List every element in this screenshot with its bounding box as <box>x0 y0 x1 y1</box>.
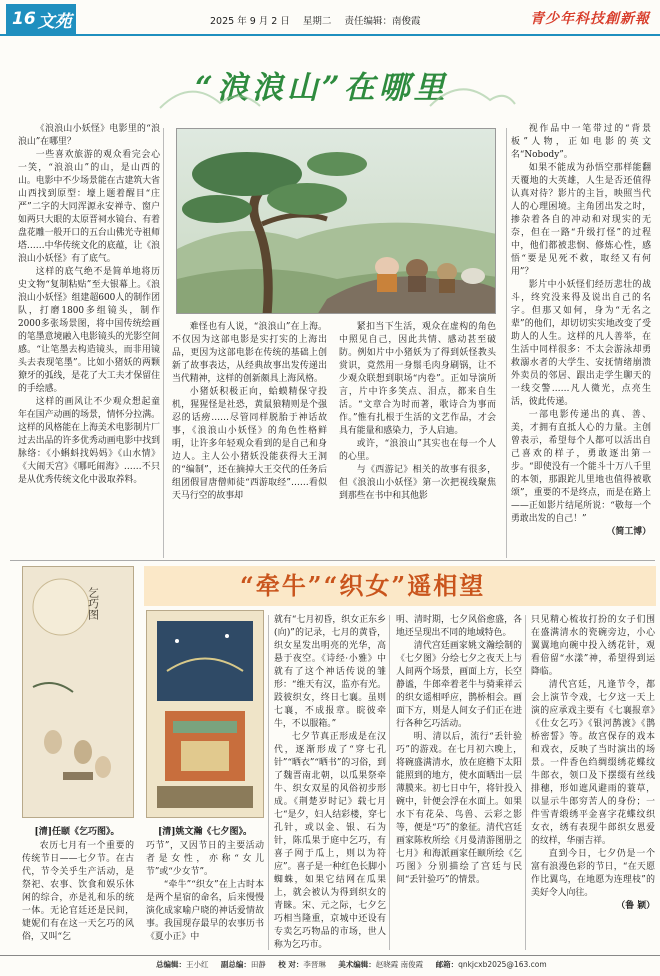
footer-rule <box>0 955 660 956</box>
paragraph: 与《西游记》相关的故事有很多，但《浪浪山小妖怪》第一次把视线聚焦到那些在书中和其他影 <box>339 465 496 501</box>
paragraph: 如果不能成为孙悟空那样能翻天覆地的大英雄，人生是否还值得认真对待？影片的主旨，映照当代人的心理困境。主角团出发之时，掺杂着各自的冲动和对现实的无奈，但在一路“升级打怪”的过程中，他们都被悲悯、修炼心性，感悟“要是见死不救，取经又有何用”？ <box>511 163 651 277</box>
paragraph: 只见精心梳妆打扮的女子们围在盛满清水的瓷碗旁边，小心翼翼地向碗中投入绣花针，观看倍留“水漾”神，希望得到运降临。 <box>531 615 655 677</box>
paragraph: 明、清以后，流行“丢针验巧”的游戏。在七月初六晚上，将碗盛满清水，放在庭檐下太阳能照到的地方，使水面晒出一层薄膜来。初七日中午，将针投入碗中，针便会浮在水面上。如果水下有花朵、鸟兽、云彩之影等，便是“巧”的象征。清代宫廷画家陈枚所绘《月曼清游图册之七月》和海派画家任颐所绘《乞巧图》分别描绘了宫廷与民间“丢针验巧”的情景。 <box>396 732 522 885</box>
painting-qixi <box>146 610 264 818</box>
section-divider <box>10 560 655 561</box>
issue-date: 2025 年 9 月 2 日 <box>210 16 290 27</box>
paragraph: 就有“七月初昏，织女正东乡(向)”的记录，七月的黄昏，织女星发出明亮的光华，高悬于夜空。《诗经·小雅》中就有了这个神话传说的雏形：“维天有汉，监亦有光。跂彼织女，终日七襄。虽则七襄，不成报章。睆彼牵牛，不以服箱。” <box>274 615 386 729</box>
painting-inscription: 乞巧图 <box>86 587 100 620</box>
caption-qixi: [清]姚文瀚《七夕图》。 <box>157 827 253 837</box>
paragraph: 清代宫廷画家姚文瀚绘制的《七夕图》分绘七夕之夜天上与人间两个场景，画面上方，长空静谧，牛郎牵着老牛与骑乘祥云的织女遥相呼应，鹊桥相会。画面下方，则是人间女子们正在进行各种乞巧活动。 <box>396 641 522 729</box>
paragraph: 《浪浪山小妖怪》电影里的“浪浪山”在哪里？ <box>18 124 160 147</box>
editor-label: 责任编辑： <box>344 16 392 27</box>
paragraph: 影片中小妖怪们经历悲壮的战斗，终究没来得及说出自己的名字。但那又如何，身为“无名之辈”的他们，却切切实实地改变了受助人的人生。这样的凡人善举，在生活中同样很多：不太会游泳却勇救溺水者的大学生、安抚情绪崩溃外卖员的邻居、跟出走学生聊天的一线交警……凡人微光，点亮生活，彼此传递。 <box>511 280 651 407</box>
page-number: 16 <box>12 9 36 29</box>
paragraph: “牵牛”“织女”在上古时本是两个星宿的命名，后来慢慢演化成家喻户晓的神话爱情故事。我国现存最早的农事历书《夏小正》中 <box>146 880 264 942</box>
article2-column-2 <box>146 840 264 950</box>
article1-column-1 <box>18 123 160 553</box>
paragraph: 一些喜欢旅游的观众看完会心一笑，“浪浪山”的山，是山西的山。电影中不少场景能在古建筑大省山西找到原型：壕上题着醒目“庄严”二字的大同浑源永安禅寺、窗户如两只大眼的太原晋祠水镜台、有着盘花雕一般开口的五台山佛光寺祖师塔……中华传统文化的底蕴，让《浪浪山小妖怪》有了底气。 <box>18 150 160 264</box>
footer-value: 王小红 <box>186 960 209 969</box>
footer-label: 邮箱： <box>435 960 459 969</box>
paragraph: 农历七月有一个重要的传统节日——七夕节。在古代，节令关乎生产活动，是祭祀、农事、饮食和娱乐休闲的综合，亦是礼和乐的统一体。无论官廷还是民间，婕妮们有在这一天乞巧的风俗，又叫“乞 <box>22 841 134 942</box>
article2-column-5 <box>531 614 655 950</box>
footer-label: 美术编辑： <box>338 960 376 969</box>
title-decoration <box>150 48 520 118</box>
article2-column-4 <box>396 614 522 950</box>
paragraph: 难怪也有人说，“浪浪山”在上海。不仅因为这部电影是实打实的上海出品，更因为这部电影在传统的基础上创新了故事表达，从经典故事出发传递出当代精神，这样的创新颇具上海风格。 <box>172 322 327 384</box>
paragraph: 七夕节真正形成是在汉代，逐渐形成了“穿七孔针”“晒衣”“晒书”的习俗，到了魏晋南北朝，以瓜果祭牵牛、织女双星的风俗初步形成。《荆楚岁时记》载七月七“是夕，妇人结彩楼，穿七孔针，或以金、银、石为针，陈瓜果于庭中乞巧，有喜子网于瓜上，则以为符应”。喜子是一种红色长脚小蜘蛛，如果它结网在瓜果上，就会被认为得到织女的青睐。宋、元之际，七夕乞巧相当隆重，京城中还设有专卖乞巧物品的市场，世人称为乞巧市。 <box>274 732 386 950</box>
paragraph: 视作品中一笔带过的“背景板”人物，正如电影的英文名“Nobody”。 <box>511 124 651 160</box>
footer-label: 校 对： <box>278 960 304 969</box>
paragraph: 小猪妖积极正向，蛤蟆精保守投机，猩猩怪是社恐，黄鼠狼精则是个强忍的话痨……尽管同样脱胎于神话故事，《浪浪山小妖怪》的角色性格鲜明，让许多年轻观众看到的是自己和身边人。主人公小猪妖没能获得大王洞的“编制”，还在摘掉大王交代的任务后组团假冒唐僧师徒“西游取经”……看似天马行空的故事却 <box>172 387 327 501</box>
caption-qiqiao: [清]任颐《乞巧图》。 <box>34 827 120 837</box>
article2-column-3 <box>274 614 386 950</box>
article1-column-4 <box>511 123 651 555</box>
section-name: 文苑 <box>37 11 72 32</box>
issue-weekday: 星期二 <box>302 16 332 27</box>
paragraph: 清代宫廷，凡逢节令，都会上演节令戏，七夕这一天上演的应承戏主要有《七襄报章》《仕女乞巧》《银河鹊渡》《鹊桥密誓》等。故宫保存的戏本和戏衣，反映了当时演出的场景。一件香色绉绸缀绣花蝶纹牛郎衣，领口及下摆缀有丝线排穗，形如遮风避雨的蓑草，以显示牛郎穷苦人的身份；一件雪青缎绣平金喜字花蝶纹织女衣，绣有表现牛郎织女恩爱的纹样，华丽吉祥。 <box>531 680 655 846</box>
paragraph: 明、清时期，七夕风俗愈盛，各地还呈现出不同的地域特色。 <box>396 615 522 638</box>
painting-qiqiao <box>22 566 134 818</box>
article2-column-1 <box>22 840 134 950</box>
paragraph: 或许，“浪浪山”其实也在每一个人的心里。 <box>339 439 496 462</box>
page-number-badge <box>6 4 76 34</box>
article2-title: “牵牛”“织女”遥相望 <box>240 571 486 600</box>
editor-name: 南俊霞 <box>391 16 421 27</box>
article2-author: （鲁 颖） <box>616 901 655 911</box>
footer-value: 田静 <box>250 960 266 969</box>
article1-title: “浪浪山”在哪里 <box>195 70 449 106</box>
paragraph: 一部电影传递出的真、善、美，才拥有直抵人心的力量。主创曾表示，希望每个人都可以活出自己喜欢的样子，勇敢逐出第一步。“即使没有一个能斗十万八千里的本领，那跟跎儿里地也值得被歌颂”，重要的不是终点，而是在路上——正如影片结尾所说：“敬每一个勇敢出发的自己！” <box>511 410 651 524</box>
paragraph: 巧节”，又因节日的主要活动者是女性，亦称“女儿节”或“少女节”。 <box>146 841 264 877</box>
footer-value: 李晋琳 <box>303 960 326 969</box>
newspaper-brand: 青少年科技創新報 <box>530 11 650 27</box>
paragraph: 紧扣当下生活，观众在虚构的角色中照见自己，因此共情、感动甚至破防。例如片中小猪妖为了得到妖怪教头赏识，竟然用一身鬃毛肉身刷锅，让不少观众联想到职场“内卷”。正如导演所言，片中许多笑点、泪点，都来自生活。“文章合为时而著，歌诗合为事而作。”惟有扎根于生活的文艺作品，才会具有能量和感染力，予人启迪。 <box>339 322 496 436</box>
page-footer <box>150 959 551 970</box>
page-header <box>0 0 660 36</box>
paragraph: 这样的底气绝不是简单地将历史文物“复制粘贴”至大银幕上。《浪浪山小妖怪》组建超600人的制作团队，打磨1800多组镜头，制作2000多张场景图，将中国传统绘画的笔墨意境融入电影镜头的光影空间感。“让笔墨去构造镜头，而非用镜头去表现笔墨”。比如小猪妖的两颗獠牙的弧线，是花了大工夫才保留住的手绘感。 <box>18 267 160 394</box>
article1-column-3 <box>339 321 496 556</box>
paragraph: 直到今日，七夕仍是一个富有浪漫色彩的节日，“在天愿作比翼鸟，在地愿为连理枝”的美好令人向往。 <box>531 849 655 898</box>
footer-value: 赵晓霞 南俊霞 <box>375 960 424 969</box>
header-rule <box>0 34 660 36</box>
issue-info <box>210 13 430 27</box>
movie-still-image <box>176 128 496 314</box>
footer-label: 副总编： <box>220 960 251 969</box>
article1-column-2 <box>172 321 327 556</box>
paragraph: 这样的画风让不少观众想起童年在国产动画的场景，情怀分拉满。这样的风格能在上海美术电影制片厂过去出品的许多优秀动画电影中找到脉络：《小蝌蚪找妈妈》《山水情》《大闹天宫》《哪吒闹海》……不只是从优秀传统文化中汲取养料。 <box>18 397 160 485</box>
footer-label: 总编辑： <box>156 960 186 969</box>
article1-author: （简工博） <box>606 527 651 537</box>
footer-value: qnkjcxb2025@163.com <box>458 960 547 969</box>
